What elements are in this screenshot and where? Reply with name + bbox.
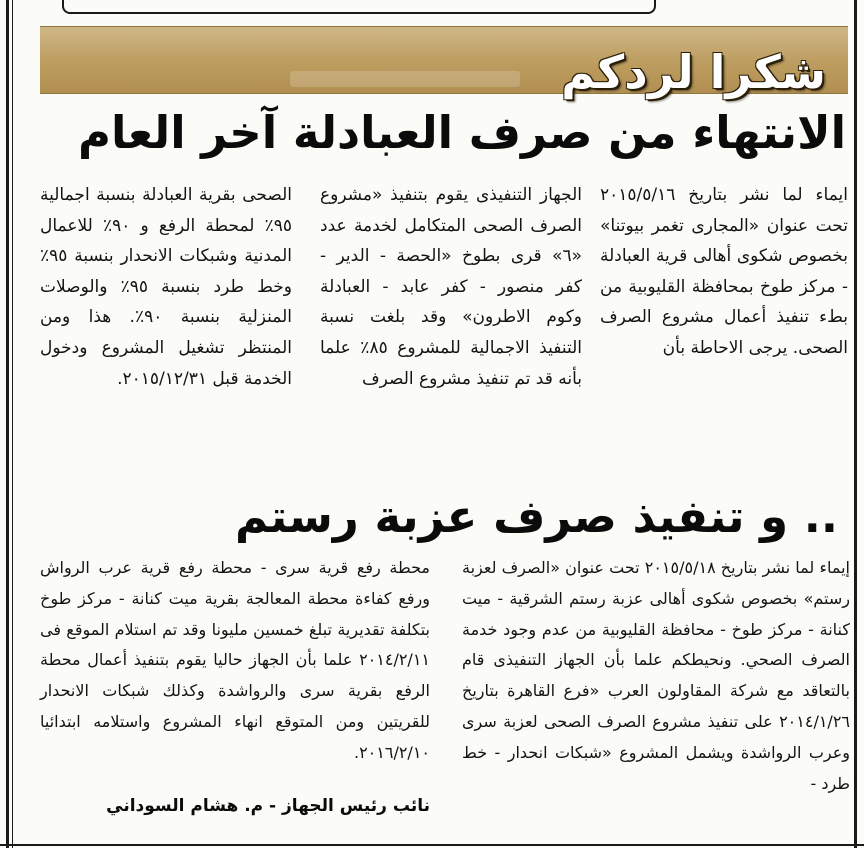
article2-column-2-text: محطة رفع قرية سرى - محطة رفع قرية عرب الرواش ورفع كفاءة محطة المعالجة بقرية ميت كنانة - مركز طوخ بتكلفة تقديرية تبلغ خمسين مليونا وقد تم استلام الموقع فى ٢٠١٤/٢/١١ علما بأن الجهاز حاليا يقوم بتنفيذ أعمال محطة الرفع بقرية سرى والرواشدة وكذلك شبكات الانحدار للقريتين ومن المتوقع انهاء المشروع واستلامه ابتدائيا ٢٠١٦/٢/١٠.	[40, 558, 430, 762]
article2-column-1	[462, 553, 850, 799]
article1-column-1-text: ايماء لما نشر بتاريخ ٢٠١٥/٥/١٦ تحت عنوان «المجارى تغمر بيوتنا» بخصوص شكوى أهالى قرية العبادلة - مركز طوخ بمحافظة القليوبية من بطء تنفيذ أعمال مشروع الصرف الصحى. يرجى الاحاطة بأن	[600, 185, 848, 358]
bottom-frame-line	[0, 844, 864, 846]
right-frame-line	[854, 0, 857, 848]
left-frame-line	[6, 0, 9, 848]
article2-headline: .. و تنفيذ صرف عزبة رستم	[235, 490, 838, 543]
top-clipping-box	[62, 0, 656, 14]
article1-column-3-text: الصحى بقرية العبادلة بنسبة اجمالية ٩٥٪ لمحطة الرفع و ٩٠٪ للاعمال المدنية وشبكات الانحدار بنسبة ٩٥٪ وخط طرد بنسبة ٩٥٪ والوصلات المنزلية بنسبة ٩٠٪. هذا ومن المنتظر تشغيل المشروع ودخول الخدمة قبل ٢٠١٥/١٢/٣١.	[40, 185, 292, 389]
article1-column-3	[40, 180, 292, 394]
article2-column-2	[40, 553, 430, 769]
article1-headline: الانتهاء من صرف العبادلة آخر العام	[78, 106, 846, 159]
article2-column-1-text: إيماء لما نشر بتاريخ ٢٠١٥/٥/١٨ تحت عنوان «الصرف لعزبة رستم» بخصوص شكوى أهالى عزبة رستم الشرقية - ميت كنانة - مركز طوخ - محافظة القليوبية من عدم وجود خدمة الصرف الصحي. ونحيطكم علما بأن الجهاز التنفيذى قام بالتعاقد مع شركة المقاولون العرب «فرع القاهرة بتاريخ ٢٠١٤/١/٢٦ على تنفيذ مشروع الصرف الصحى لعزبة سرى وعرب الرواشدة ويشمل المشروع «شبكات انحدار - خط طرد -	[462, 558, 850, 793]
article2-signature: نائب رئيس الجهاز - م. هشام السوداني	[106, 796, 430, 816]
left-frame-line-inner	[12, 0, 13, 848]
section-banner	[40, 26, 848, 99]
background-bleed	[70, 420, 390, 500]
banner-title: شكرا لردكم	[561, 45, 826, 99]
article1-column-2-text: الجهاز التنفيذى يقوم بتنفيذ «مشروع الصرف الصحى المتكامل لخدمة عدد «٦» قرى بطوخ «الحصة - الدير - كفر منصور - كفر عابد - العبادلة وكوم الاطرون» وقد بلغت نسبة التنفيذ الاجمالية للمشروع ٨٥٪ علما بأنه قد تم تنفيذ مشروع الصرف	[320, 185, 582, 389]
article1-column-1	[600, 180, 848, 364]
banner-decoration	[290, 71, 520, 87]
article1-column-2	[320, 180, 582, 394]
